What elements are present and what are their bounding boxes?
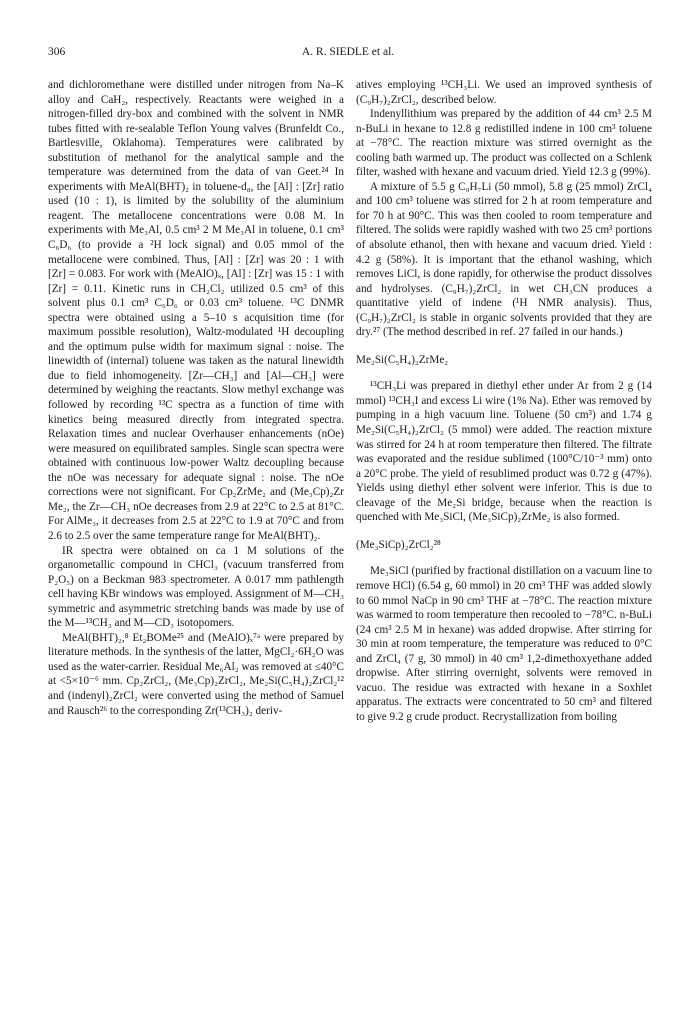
paragraph: A mixture of 5.5 g C₉H₇Li (50 mmol), 5.8 g (25 mmol) ZrCl₄ and 100 cm³ toluene was stirred for 2 h at room temperature and for 70 h at 90°C. This was then cooled to room temperature and filtered. The solids were rapidly washed with two 25 cm³ portions of absolute ethanol, then with hexane and vacuum dried. Yield : 4.2 g (58%). It is important that the ethanol washing, which removes LiCl, is done rapidly, for otherwise the product dissolves and hydrolyses. (C₉H₇)₂ZrCl₂ in wet CH₃CN produces a quantitative yield of indene (¹H NMR analysis). Thus, (C₉H₇)₂ZrCl₂ is stable in organic solvents provided that they are dry.²⁷ (The method described in ref. 27 failed in our hands.) [356, 180, 652, 339]
paragraph: and dichloromethane were distilled under nitrogen from Na–K alloy and CaH₂, respectively. Reactants were weighed in a nitrogen-filled dry-box and combined with the solvent in NMR tubes fitted with re-sealable Teflon Young valves (Brunfeldt Co., Bartlesville, Oklahoma). Temperatures were calibrated by substitution of methanol for the analytical sample and the temperature was determined from the data of van Geet.²⁴ In experiments with MeAl(BHT)₂ in toluene-d₈, the [Al] : [Zr] ratio used (10 : 1), is limited by the solubility of the aluminium reagent. The metallocene concentrations were 0.08 M. In experiments with Me₃Al, 0.5 cm³ 2 M Me₃Al in toluene, 0.1 cm³ C₆D₆ (to provide a ²H lock signal) and 0.05 mmol of the metallocene were combined. Thus, [Al] : [Zr] was 20 : 1 with [Zr] = 0.083. For work with (MeAlO)ₓ, [Al] : [Zr] was 15 : 1 with [Zr] = 0.11. Kinetic runs in CH₂Cl₂ utilized 0.5 cm³ of this solvent plus 0.1 cm³ C₆D₆ or 0.03 cm³ toluene. ¹³C DNMR spectra were obtained using a 5–10 s acquisition time (for maximum possible resolution), Waltz-modulated ¹H decoupling and the optimum pulse width for maximum signal : noise. The linewidth of (internal) toluene was taken as the natural linewidth due to field inhomogeneity. [Zr—CH₃] and [Al—CH₃] were determined by weighing the reactants. Slow methyl exchange was followed by recording ¹³C spectra as a function of time with kinetics being measured directly from integrated spectra. Relaxation times and nuclear Overhauser enhancements (nOe) were measured on equilibrated samples. Single scan spectra were obtained with continuous low-power Waltz decoupling because the nOe was necessary for adequate signal : noise. The nOe corrections were not significant. For Cp₂ZrMe₂ and (Me₃Cp)₂Zr Me₂, the Zr—CH₃ nOe decreases from 2.9 at 22°C to 2.5 at 81°C. For AlMe₃, it decreases from 2.5 at 22°C to 1.9 at 70°C and from 2.6 to 2.5 over the same temperature range for MeAl(BHT)₂. [48, 79, 344, 542]
left-column [48, 78, 344, 718]
paragraph: IR spectra were obtained on ca 1 M solutions of the organometallic compound in CHCl₃ (vacuum transferred from P₂O₅) on a Beckman 983 spectrometer. A 0.017 mm pathlength cell having KBr windows was employed. Assignment of M—CH₃ symmetric and asymmetric stretching bands was made by use of the M—¹³CH₃ and M—CD₃ isotopomers. [48, 544, 344, 630]
paragraph: Me₃SiCl (purified by fractional distillation on a vacuum line to remove HCl) (6.54 g, 60 mmol) in 20 cm³ THF was added slowly to 60 mmol NaCp in 90 cm³ THF at −78°C. The reaction mixture was warmed to room temperature then recooled to −78°C. n-BuLi (24 cm³ 2.5 M in hexane) was added dropwise. After stirring for 30 min at room temperature, the temperature was reduced to 0°C and ZrCl₄ (7 g, 30 mmol) in 40 cm³ 1,2-dimethoxyethane added dropwise. After stirring overnight, solvents were removed in vacuo. The residue was extracted with hexane in a Soxhlet apparatus. The extracts were concentrated to 50 cm³ and filtered to give 9.2 g crude product. Recrystallization from boiling [356, 565, 652, 723]
right-column [356, 78, 652, 724]
running-head: A. R. SIEDLE et al. [301, 46, 395, 58]
paragraph: atives employing ¹³CH₃Li. We used an improved synthesis of (C₉H₇)₂ZrCl₂, described below. [356, 79, 652, 106]
paragraph: Indenyllithium was prepared by the addition of 44 cm³ 2.5 M n-BuLi in hexane to 12.8 g redistilled indene in 100 cm³ toluene at −78°C. The reaction mixture was stirred overnight as the cooling bath warmed up. The product was collected on a Schlenk filter, washed with hexane and vacuum dried. Yield 12.3 g (99%). [356, 108, 652, 179]
paragraph: ¹³CH₃Li was prepared in diethyl ether under Ar from 2 g (14 mmol) ¹³CH₃I and excess Li wire (1% Na). Ether was removed by pumping in a high vacuum line. Toluene (50 cm³) and 1.74 g Me₂Si(C₅H₄)₂ZrCl₂ (5 mmol) were added. The reaction mixture was stirred for 24 h at room temperature then filtered. The filtrate was evaporated and the residue sublimed (100°C/10⁻³ mm) onto a 20°C probe. The yield of resublimed product was 0.72 g (47%). Yields using diethyl ether solvent were inferior. This is due to cleavage of the Me₂Si bridge, because when the reaction is quenched with Me₃SiCl, (Me₃SiCp)₂ZrMe₂ is also formed. [356, 380, 652, 524]
section-heading: Me₂Si(C₅H₄)₂ZrMe₂ [356, 353, 449, 366]
page-number: 306 [48, 46, 66, 58]
paragraph: MeAl(BHT)₂,⁸ Et₂BOMe²⁵ and (MeAlO)ₓ⁷ᵃ were prepared by literature methods. In the synthesis of the latter, MgCl₂·6H₂O was used as the water-carrier. Residual Me₆Al₂ was removed at ≤40°C at <5×10⁻⁶ mm. Cp₂ZrCl₂, (Me₃Cp)₂ZrCl₂, Me₂Si(C₅H₄)₂ZrCl₂¹² and (indenyl)₂ZrCl₂ were converted using the method of Samuel and Rausch²⁶ to the corresponding Zr(¹³CH₃)₂ deriv- [48, 631, 344, 717]
page-header [48, 46, 648, 64]
section-heading: (Me₃SiCp)₂ZrCl₂²⁸ [356, 538, 441, 551]
